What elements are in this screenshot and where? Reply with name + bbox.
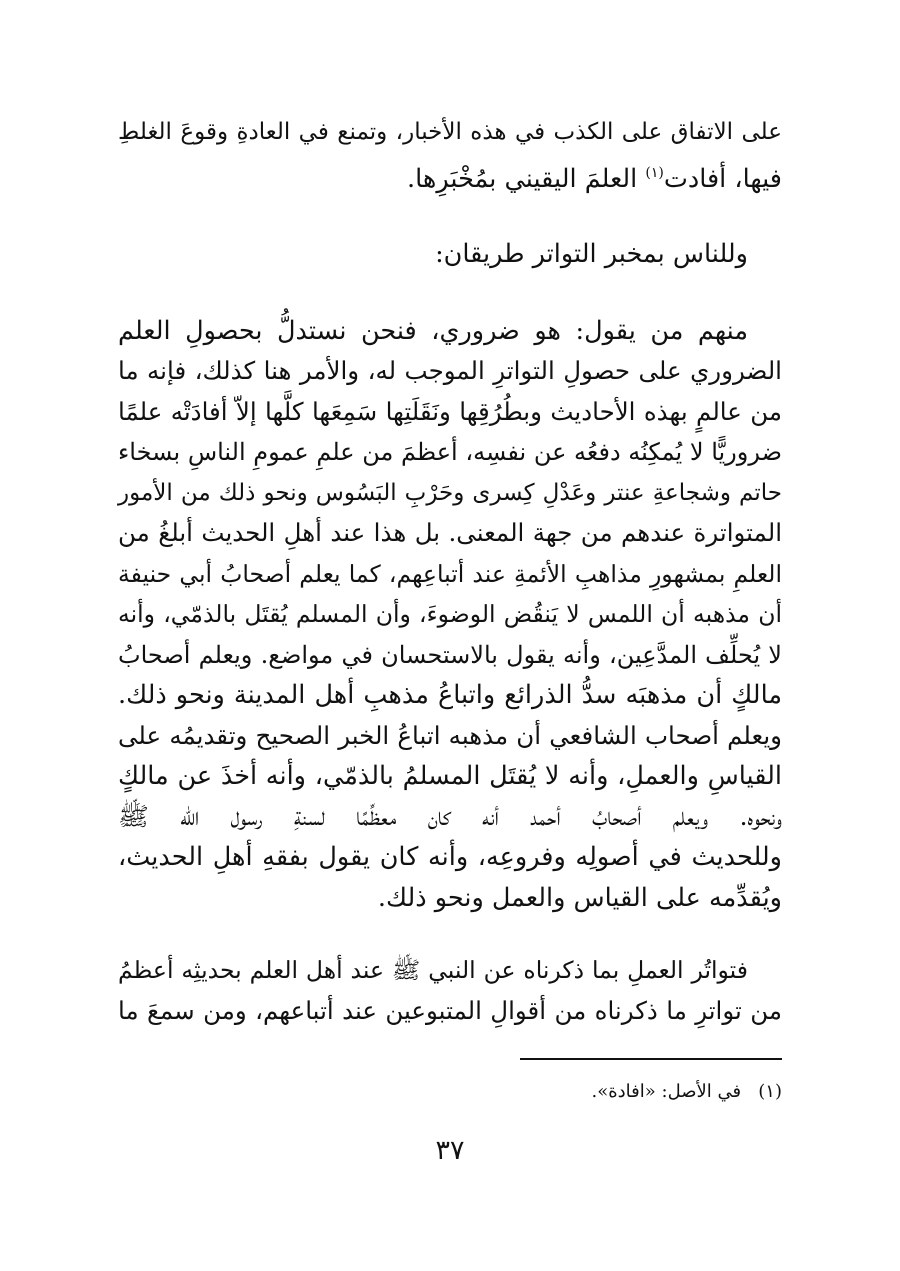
text-line: من عالمٍ بهذه الأحاديث وبطُرُقِها ونَقَلَتِها سَمِعَها كلَّها إلاّ أفادَتْه علمًا <box>118 396 782 426</box>
text-line: حاتم وشجاعةِ عنتر وعَدْلِ كِسرى وحَرْبِ البَسُوس ونحو ذلك من الأمور <box>118 479 782 506</box>
text-line: ضروريًّا لا يُمكِنُه دفعُه عن نفسِه، أعظمَ من علمِ عمومِ الناسِ بسخاء <box>118 438 782 466</box>
text-line: وللناس بمخبر التواتر طريقان: <box>435 239 748 269</box>
text-segment: فيها، أفادت <box>663 163 782 194</box>
text-line: فتواتُر العملِ بما ذكرناه عن النبي ﷺ عند أهل العلم بحديثِه أعظمُ <box>118 956 748 984</box>
text-line: منهم من يقول: هو ضروري، فنحن نستدلُّ بحصولِ العلم <box>118 315 748 346</box>
text-line <box>118 153 782 200</box>
paragraph-1 <box>118 112 782 199</box>
paragraph-3 <box>118 311 782 919</box>
text-line: العلمِ بمشهورِ مذاهبِ الأئمةِ عند أتباعِهم، كما يعلم أصحابُ أبي حنيفة <box>118 559 782 588</box>
footnote-divider <box>520 1058 782 1060</box>
text-line: لا يُحلِّف المدَّعِين، وأنه يقول بالاستحسان في مواضع. ويعلم أصحابُ <box>118 640 782 669</box>
footnote-number: (١) <box>758 1081 782 1102</box>
footnote-text: في الأصل: «افادة». <box>591 1081 742 1102</box>
text-line: ويعلم أصحاب الشافعي أن مذهبه اتباعُ الخبر الصحيح وتقديمُه على <box>118 720 782 750</box>
text-line: القياسِ والعملِ، وأنه لا يُقتَل المسلمُ بالذمّي، وأنه أخذَ عن مالكٍ <box>118 761 782 791</box>
text-line: مالكٍ أن مذهبَه سدُّ الذرائع واتباعُ مذهبِ أهل المدينة ونحو ذلك. <box>118 680 782 710</box>
text-line: من تواترِ ما ذكرناه من أقوالِ المتبوعين عند أتباعهم، ومن سمعَ ما <box>118 995 782 1025</box>
footnote-reference: (١) <box>645 164 664 181</box>
paragraph-2 <box>118 234 782 275</box>
text-segment: العلمَ اليقيني بمُخْبَرِها. <box>407 163 638 194</box>
text-line: المتواترة عندهم من جهة المعنى. بل هذا عند أهلِ الحديث أبلغُ من <box>118 518 782 547</box>
page-number: ٣٧ <box>435 1135 465 1166</box>
text-line: ونحوه. ويعلم أصحابُ أحمد أنه كان معظِّمًا لسنةِ رسول الله ﷺ <box>118 801 782 832</box>
paragraph-4 <box>118 950 782 1031</box>
text-line: وللحديث في أصولِه وفروعِه، وأنه كان يقول بفقهِ أهلِ الحديث، <box>118 842 782 872</box>
text-line: الضروري على حصولِ التواترِ الموجب له، والأمر هنا كذلك، فإنه ما <box>118 356 782 385</box>
text-line: على الاتفاق على الكذب في هذه الأخبار، وتمنع في العادةِ وقوعَ الغلطِ <box>118 119 782 145</box>
text-line: ويُقدِّمه على القياس والعمل ونحو ذلك. <box>377 882 782 913</box>
page-body <box>118 112 782 1031</box>
text-line: أن مذهبه أن اللمس لا يَنقُض الوضوءَ، وأن المسلم يُقتَل بالذمّي، وأنه <box>118 600 782 628</box>
footnote <box>592 1081 783 1102</box>
